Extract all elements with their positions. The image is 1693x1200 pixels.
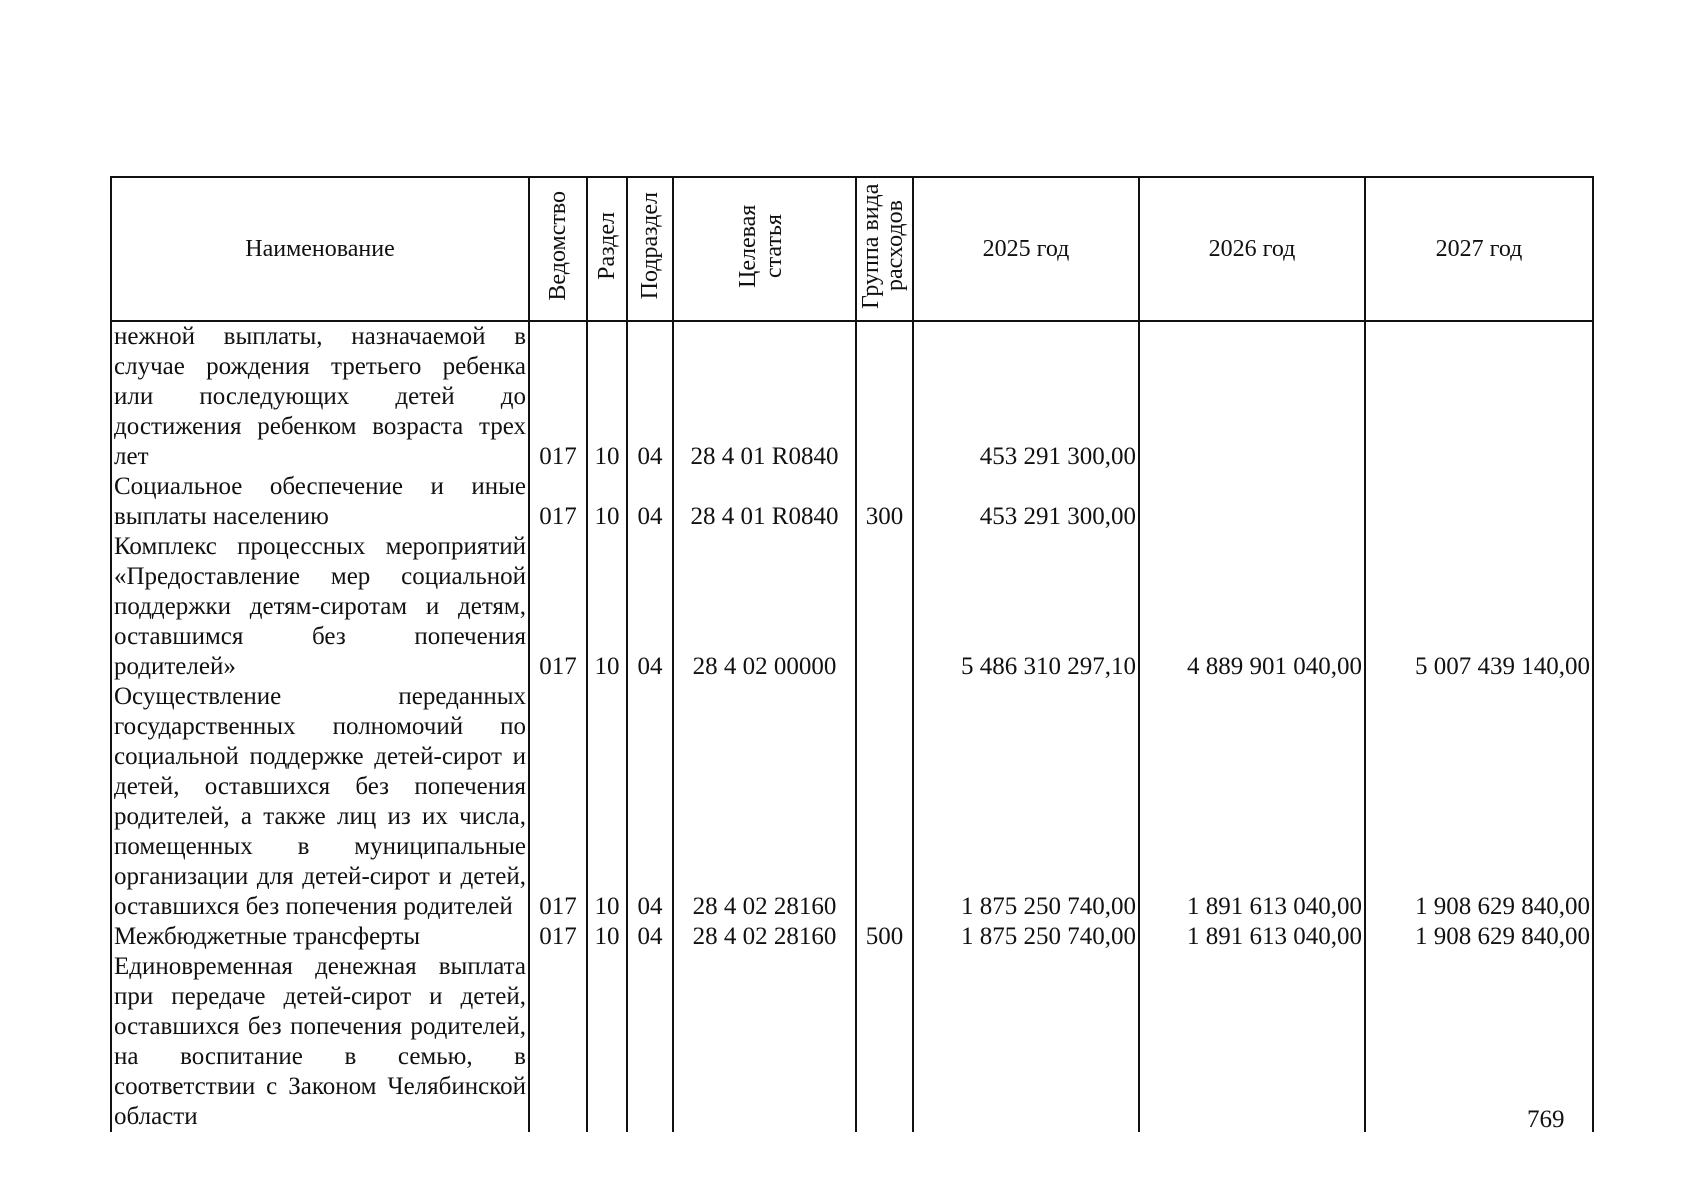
row-department: 017: [529, 682, 587, 922]
row-2026: [1139, 472, 1365, 532]
row-department: 017: [529, 321, 587, 472]
row-2027: [1365, 472, 1593, 532]
row-2025: 5 486 310 297,10: [913, 532, 1139, 682]
header-2026: 2026 год: [1139, 177, 1365, 321]
table-row: [111, 321, 1593, 472]
row-expense-group: [856, 952, 913, 1132]
row-expense-group: [856, 682, 913, 922]
row-department: 017: [529, 472, 587, 532]
header-section: Раздел: [587, 177, 627, 321]
row-2026: [1139, 952, 1365, 1132]
row-target-item: 28 4 01 R0840: [673, 321, 856, 472]
row-2027: 5 007 439 140,00: [1365, 532, 1593, 682]
row-subsection: 04: [627, 922, 673, 952]
header-expense-group: Группа вида расходов: [856, 177, 913, 321]
row-2026: 4 889 901 040,00: [1139, 532, 1365, 682]
row-section: [587, 952, 627, 1132]
row-target-item: 28 4 02 28160: [673, 682, 856, 922]
header-name: Наименование: [111, 177, 529, 321]
row-name: нежной выплаты, назначаемой в случае рождения третьего ребенка или последующих детей до достижения ребенком возраста трех лет: [111, 321, 529, 472]
header-row: [111, 177, 1593, 321]
header-subsection: Подраздел: [627, 177, 673, 321]
header-department: Ведомство: [529, 177, 587, 321]
row-target-item: 28 4 01 R0840: [673, 472, 856, 532]
row-expense-group: 300: [856, 472, 913, 532]
row-expense-group: [856, 532, 913, 682]
row-department: 017: [529, 532, 587, 682]
row-name: Единовременная денежная выплата при передаче детей-сирот и детей, оставшихся без попечения родителей, на воспитание в семью, в соответствии с Законом Челябинской области: [111, 952, 529, 1132]
budget-table: [110, 176, 1594, 1132]
row-section: 10: [587, 682, 627, 922]
row-subsection: 04: [627, 532, 673, 682]
row-2027: 1 908 629 840,00: [1365, 922, 1593, 952]
row-2026: [1139, 321, 1365, 472]
page-number: 769: [1527, 1106, 1565, 1133]
row-target-item: 28 4 02 28160: [673, 922, 856, 952]
row-name: Комплекс процессных мероприятий «Предоставление мер социальной поддержки детям-сиротам и детям, оставшимся без попечения родителей»: [111, 532, 529, 682]
table-row: [111, 532, 1593, 682]
header-2027: 2027 год: [1365, 177, 1593, 321]
row-section: 10: [587, 321, 627, 472]
row-name: Осуществление переданных государственных полномочий по социальной поддержке детей-сирот и детей, оставшихся без попечения родителей, а также лиц из их числа, помещенных в муниципальные организации для детей-сирот и детей, оставшихся без попечения родителей: [111, 682, 529, 922]
table-row: [111, 922, 1593, 952]
row-expense-group: 500: [856, 922, 913, 952]
row-subsection: 04: [627, 682, 673, 922]
row-section: 10: [587, 472, 627, 532]
header-target-item: Целевая статья: [673, 177, 856, 321]
row-target-item: [673, 952, 856, 1132]
row-department: [529, 952, 587, 1132]
row-target-item: 28 4 02 00000: [673, 532, 856, 682]
table-row: [111, 682, 1593, 922]
row-2025: 1 875 250 740,00: [913, 682, 1139, 922]
row-2026: 1 891 613 040,00: [1139, 922, 1365, 952]
row-subsection: [627, 952, 673, 1132]
table-row: [111, 472, 1593, 532]
row-name: Социальное обеспечение и иные выплаты населению: [111, 472, 529, 532]
row-department: 017: [529, 922, 587, 952]
row-subsection: 04: [627, 472, 673, 532]
row-2025: 453 291 300,00: [913, 472, 1139, 532]
row-expense-group: [856, 321, 913, 472]
row-2027: [1365, 321, 1593, 472]
row-2025: 1 875 250 740,00: [913, 922, 1139, 952]
row-2026: 1 891 613 040,00: [1139, 682, 1365, 922]
row-section: 10: [587, 532, 627, 682]
row-2027: 1 908 629 840,00: [1365, 682, 1593, 922]
table-row: [111, 952, 1593, 1132]
row-2027: [1365, 952, 1593, 1132]
header-2025: 2025 год: [913, 177, 1139, 321]
row-2025: [913, 952, 1139, 1132]
row-subsection: 04: [627, 321, 673, 472]
row-name: Межбюджетные трансферты: [111, 922, 529, 952]
row-section: 10: [587, 922, 627, 952]
row-2025: 453 291 300,00: [913, 321, 1139, 472]
